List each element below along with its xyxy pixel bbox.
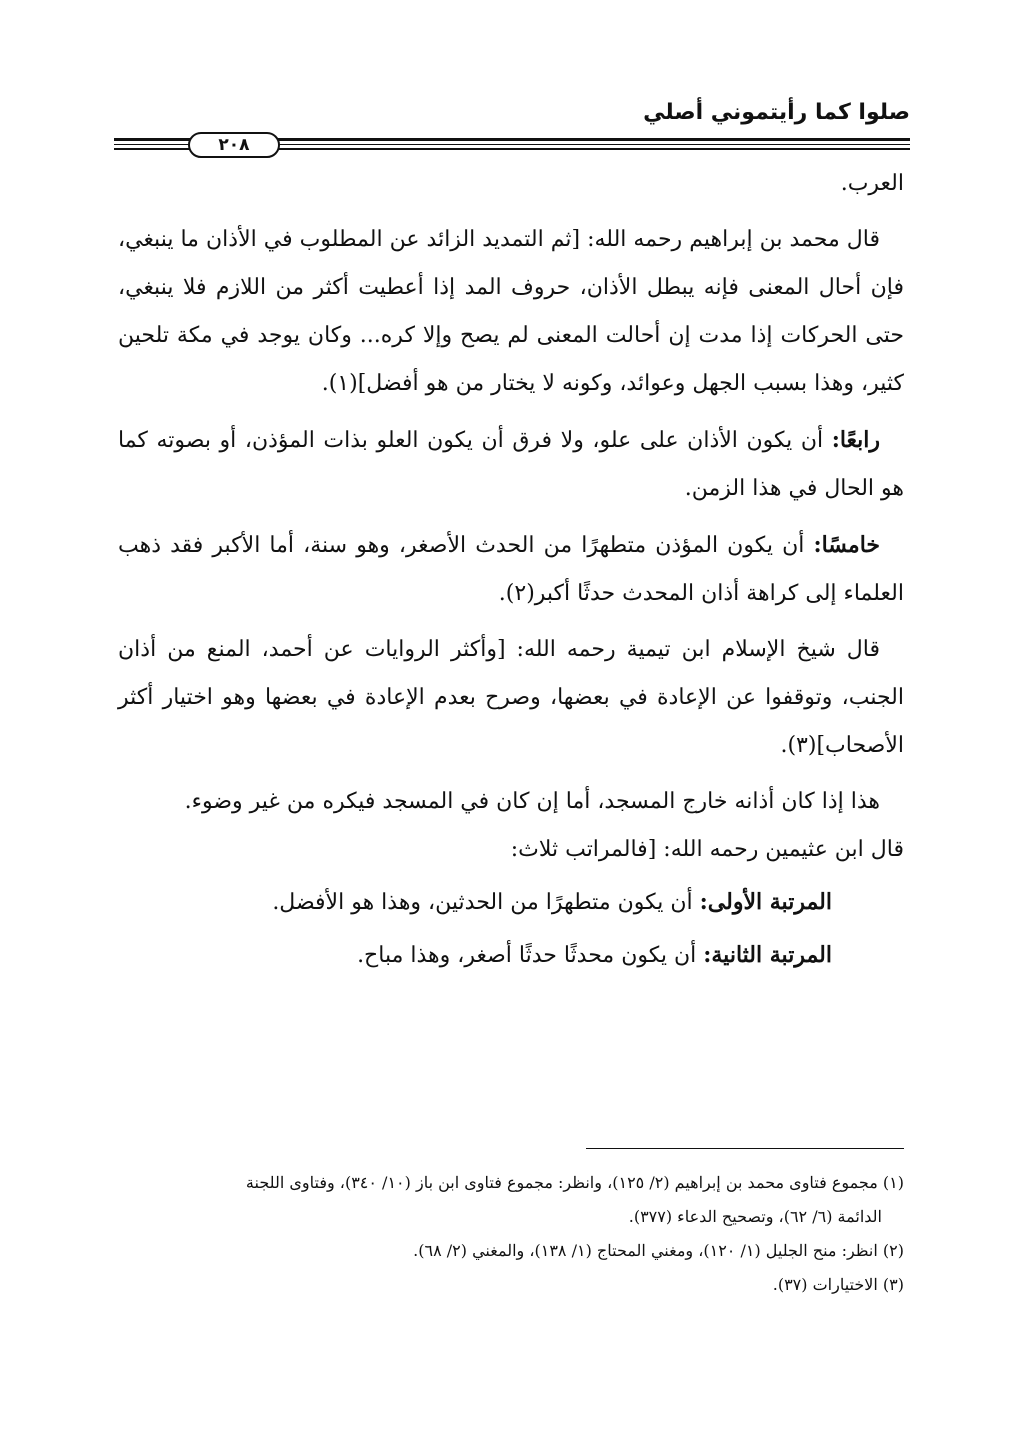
rank-item: [118, 878, 904, 927]
main-text: [118, 160, 904, 980]
paragraph-text: أن يكون الأذان على علو، ولا فرق أن يكون العلو بذات المؤذن، أو بصوته كما هو الحال في هذا الزمن.: [118, 428, 904, 501]
footnote-continuation: [118, 1200, 904, 1234]
paragraph: [118, 416, 904, 513]
footnote-text: (٣) الاختيارات (٣٧).: [772, 1275, 904, 1294]
paragraph-lead: خامسًا:: [813, 532, 880, 558]
running-header-title: صلوا كما رأيتموني أصلي: [643, 100, 910, 125]
footnote: [118, 1166, 904, 1200]
paragraph-text: قال شيخ الإسلام ابن تيمية رحمه الله: [وأكثر الروايات عن أحمد، المنع من أذان الجنب، وتوقفوا عن الإعادة في بعضها، وصرح بعدم الإعادة في بعضها وهو اختيار أكثر الأصحاب](٣).: [118, 637, 904, 758]
paragraph: [118, 160, 904, 208]
footnote-text: (٢) انظر: منح الجليل (١/ ١٢٠)، ومغني المحتاج (١/ ١٣٨)، والمغني (٢/ ٦٨).: [413, 1241, 904, 1260]
paragraph-text: هذا إذا كان أذانه خارج المسجد، أما إن كان في المسجد فيكره من غير وضوء.: [184, 789, 880, 814]
paragraph: [118, 521, 904, 618]
paragraph: [118, 216, 904, 408]
page-number: ٢٠٨: [188, 132, 280, 158]
paragraph-text: أن يكون المؤذن متطهرًا من الحدث الأصغر، وهو سنة، أما الأكبر فقد ذهب العلماء إلى كراهة أذان المحدث حدثًا أكبر(٢).: [118, 533, 904, 606]
footnote-separator: [586, 1148, 904, 1149]
paragraph: [118, 778, 904, 826]
header-rule: [114, 136, 910, 156]
rank-item-lead: المرتبة الثانية:: [703, 942, 832, 968]
footnote: [118, 1268, 904, 1302]
paragraph-text: العرب.: [840, 171, 904, 196]
footnotes: [118, 1166, 904, 1302]
paragraph-text: قال محمد بن إبراهيم رحمه الله: [ثم التمديد الزائد عن المطلوب في الأذان ما ينبغي، فإن أحال المعنى فإنه يبطل الأذان، حروف المد إذا أعطيت أكثر من اللازم فلا ينبغي، حتى الحركات إذا مدت إن أحالت المعنى لم يصح وإلا كره... وكان يوجد في مكة تلحين كثير، وهذا بسبب الجهل وعوائد، وكونه لا يختار من هو أفضل](١).: [118, 227, 904, 396]
paragraph-text: قال ابن عثيمين رحمه الله: [فالمراتب ثلاث:: [510, 837, 904, 862]
rank-item-lead: المرتبة الأولى:: [699, 889, 832, 915]
paragraph: [118, 626, 904, 770]
footnote: [118, 1234, 904, 1268]
footnote-text: (١) مجموع فتاوى محمد بن إبراهيم (٢/ ١٢٥)، وانظر: مجموع فتاوى ابن باز (١٠/ ٣٤٠)، وفتاوى اللجنة: [245, 1173, 904, 1192]
paragraph: [118, 826, 904, 874]
rank-item: [118, 931, 904, 980]
footnote-text: الدائمة (٦/ ٦٢)، وتصحيح الدعاء (٣٧٧).: [628, 1207, 882, 1226]
rank-item-text: أن يكون محدثًا حدثًا أصغر، وهذا مباح.: [357, 943, 704, 968]
paragraph-lead: رابعًا:: [831, 427, 880, 453]
rank-item-text: أن يكون متطهرًا من الحدثين، وهذا هو الأفضل.: [272, 890, 700, 915]
